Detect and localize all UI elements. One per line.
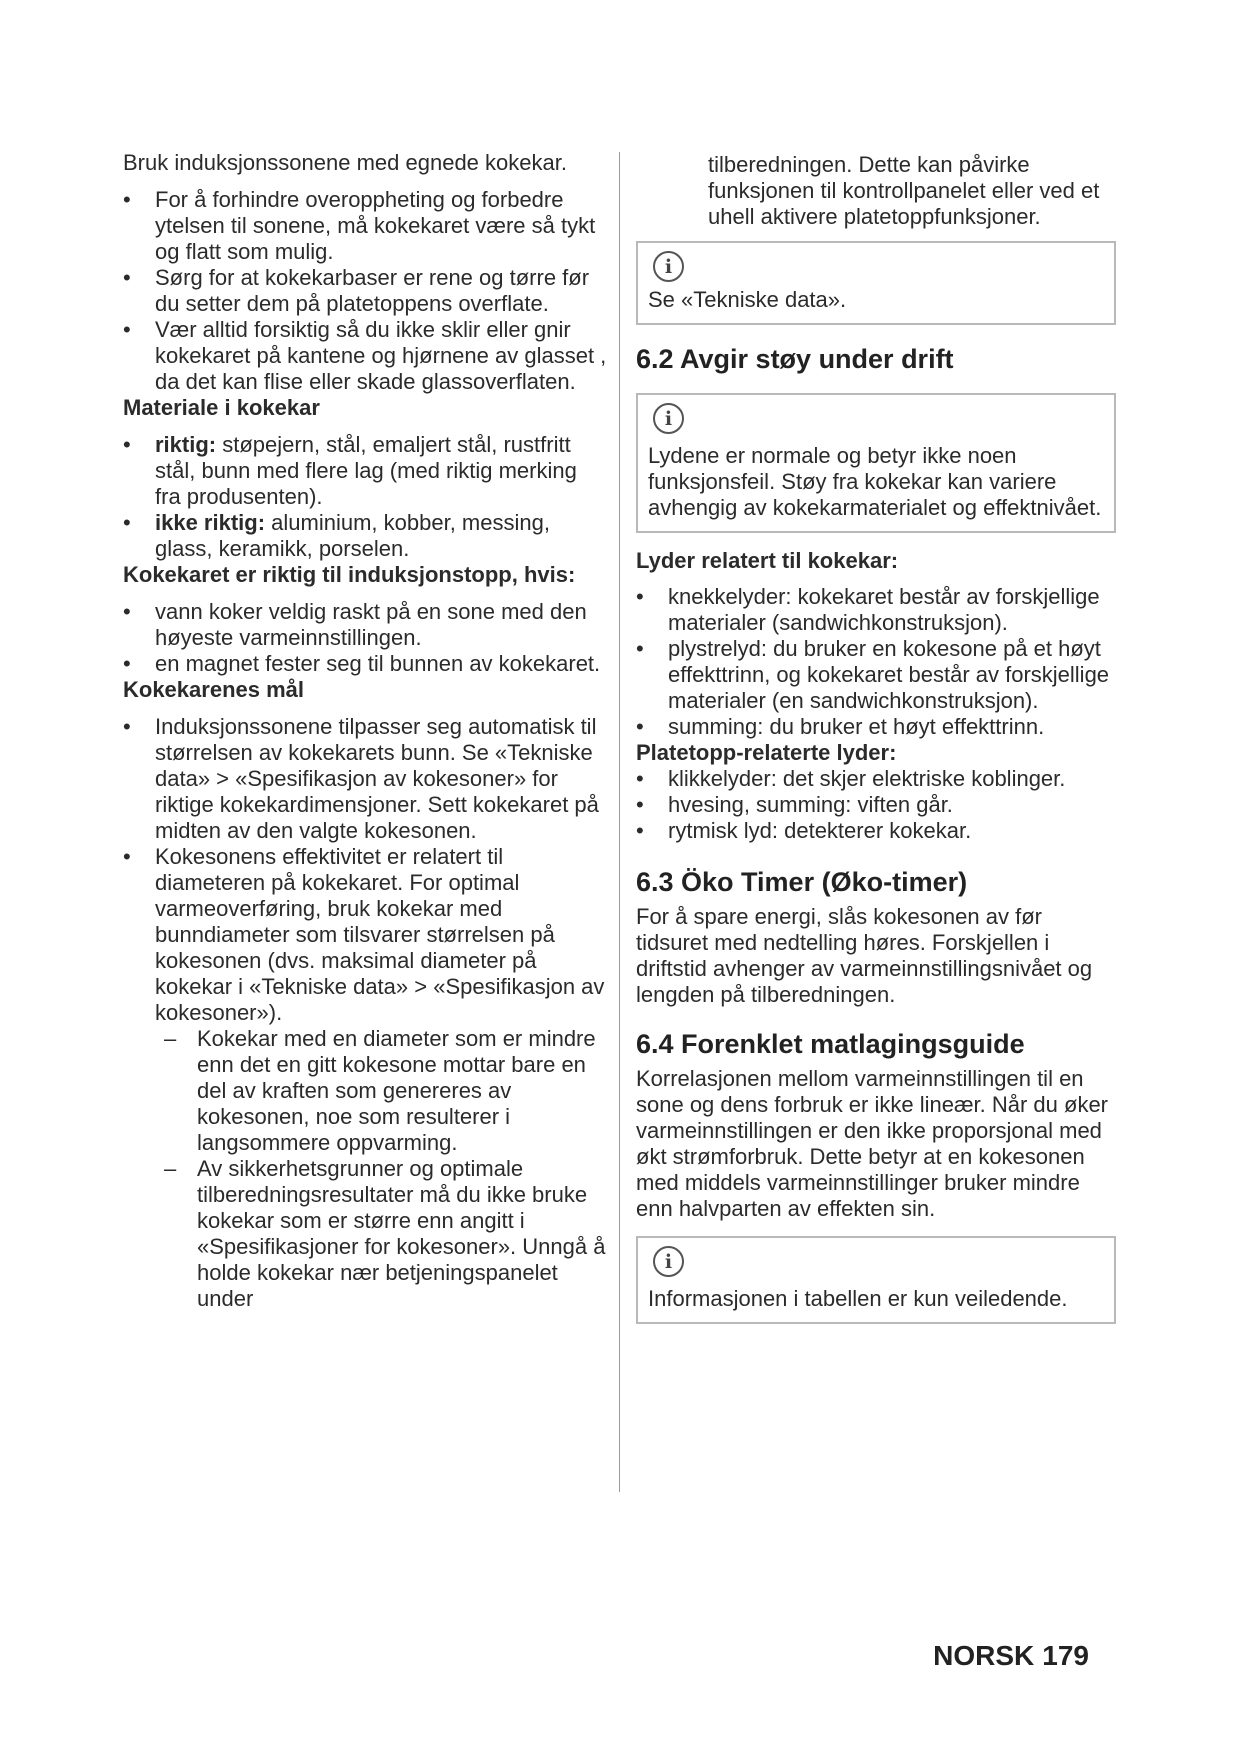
- hob-sounds-heading: Platetopp-relaterte lyder:: [636, 740, 897, 765]
- section-6-4-title: 6.4 Forenklet matlagingsguide: [636, 1029, 1025, 1059]
- intro-text: Bruk induksjonssonene med egnede kokekar.: [123, 150, 567, 175]
- info-icon: i: [653, 1246, 684, 1277]
- note-text: Lydene er normale og betyr ikke noen funksjonsfeil. Støy fra kokekar kan variere avhengig av kokekarmaterialet og effektnivået.: [648, 443, 1102, 520]
- info-note: [636, 241, 1116, 325]
- material-heading: Materiale i kokekar: [123, 395, 320, 420]
- dash-item: – Kokekar med en diameter som er mindre enn det en gitt kokesone mottar bare en del av kraften som genereres av kokesonen, noe som resulterer i langsommere oppvarming.: [164, 1026, 608, 1156]
- sounds-heading: Lyder relatert til kokekar:: [636, 548, 899, 573]
- size-list: [123, 714, 608, 1312]
- material-list: [123, 432, 608, 562]
- list-item: • plystrelyd: du bruker en kokesone på et høyt effekttrinn, og kokekaret består av forskjellige materialer (en sandwichkonstruksjon).: [636, 636, 1116, 714]
- correct-heading: Kokekaret er riktig til induksjonstopp, hvis:: [123, 562, 576, 587]
- list-item: • Induksjonssonene tilpasser seg automatisk til størrelsen av kokekarets bunn. Se «Tekniske data» > «Spesifikasjon av kokesoner» for riktige kokekardimensjoner. Sett kokekaret på midten av den valgte kokesonen.: [123, 714, 608, 844]
- info-note: [636, 393, 1116, 533]
- list-item: • knekkelyder: kokekaret består av forskjellige materialer (sandwichkonstruksjon).: [636, 584, 1116, 636]
- section-6-4-text: Korrelasjonen mellom varmeinnstillingen til en sone og dens forbruk er ikke lineær. Når du øker varmeinnstillingen er den ikke proporsjonal med økt strømforbruk. Dette betyr at en kokesonen med middels varmeinnstillinger bruker mindre enn halvparten av effekten sin.: [636, 1066, 1109, 1221]
- list-item: • klikkelyder: det skjer elektriske koblinger.: [636, 766, 1116, 792]
- section-6-3-text: For å spare energi, slås kokesonen av før tidsuret med nedtelling høres. Forskjellen i driftstid avhenger av varmeinnstillingsnivået og lengden på tilberedningen.: [636, 904, 1093, 1007]
- left-column: [123, 150, 608, 1312]
- list-item: • Vær alltid forsiktig så du ikke sklir eller gnir kokekaret på kantene og hjørnene av glasset , da det kan flise eller skade glassoverflaten.: [123, 317, 608, 395]
- list-item: • en magnet fester seg til bunnen av kokekaret.: [123, 651, 608, 677]
- list-item: • Kokesonens effektivitet er relatert til diameteren på kokekaret. For optimal varmeoverføring, bruk kokekar med bunndiameter som tilsvarer størrelsen på kokesonen (dvs. maksimal diameter på kokekar i «Tekniske data» > «Spesifikasjon av kokesoner»).: [123, 844, 608, 1026]
- cookware-tips-list: [123, 187, 608, 395]
- list-item: [123, 432, 608, 510]
- page-footer: [933, 1640, 1089, 1672]
- note-text: Informasjonen i tabellen er kun veiledende.: [648, 1286, 1068, 1311]
- list-item: [123, 510, 608, 562]
- list-item: • For å forhindre overoppheting og forbedre ytelsen til sonene, må kokekaret være så tykt og flatt som mulig.: [123, 187, 608, 265]
- right-column: [636, 150, 1116, 1324]
- material-label: riktig:: [155, 432, 217, 457]
- dash-item: – Av sikkerhetsgrunner og optimale tilberedningsresultater må du ikke bruke kokekar som er større enn angitt i «Spesifikasjoner for kokesoner». Unngå å holde kokekar nær betjeningspanelet under: [164, 1156, 608, 1312]
- note-text: Se «Tekniske data».: [648, 287, 847, 312]
- correct-list: [123, 599, 608, 677]
- column-divider: [619, 152, 620, 1492]
- page-number: 179: [1042, 1640, 1089, 1671]
- section-6-3-title: 6.3 Öko Timer (Øko-timer): [636, 867, 968, 897]
- hob-sounds-list: [636, 766, 1116, 844]
- list-item: • vann koker veldig raskt på en sone med den høyeste varmeinnstillingen.: [123, 599, 608, 651]
- section-6-2-title: 6.2 Avgir støy under drift: [636, 344, 954, 374]
- info-icon: i: [653, 251, 684, 282]
- material-text: støpejern, stål, emaljert stål, rustfritt stål, bunn med flere lag (med riktig merking fra produsenten).: [155, 432, 577, 509]
- list-item: • hvesing, summing: viften går.: [636, 792, 1116, 818]
- cookware-sounds-list: [636, 584, 1116, 740]
- size-heading: Kokekarenes mål: [123, 677, 304, 702]
- info-icon: i: [653, 403, 684, 434]
- info-note: [636, 1236, 1116, 1324]
- continuation-text: tilberedningen. Dette kan påvirke funksjonen til kontrollpanelet eller ved et uhell aktivere platetoppfunksjoner.: [708, 152, 1100, 229]
- material-text: aluminium, kobber, messing, glass, keramikk, porselen.: [155, 510, 550, 561]
- list-item: • rytmisk lyd: detekterer kokekar.: [636, 818, 1116, 844]
- material-label: ikke riktig:: [155, 510, 266, 535]
- list-item: • summing: du bruker et høyt effekttrinn.: [636, 714, 1116, 740]
- list-item: • Sørg for at kokekarbaser er rene og tørre før du setter dem på platetoppens overflate.: [123, 265, 608, 317]
- footer-language: NORSK: [933, 1640, 1035, 1671]
